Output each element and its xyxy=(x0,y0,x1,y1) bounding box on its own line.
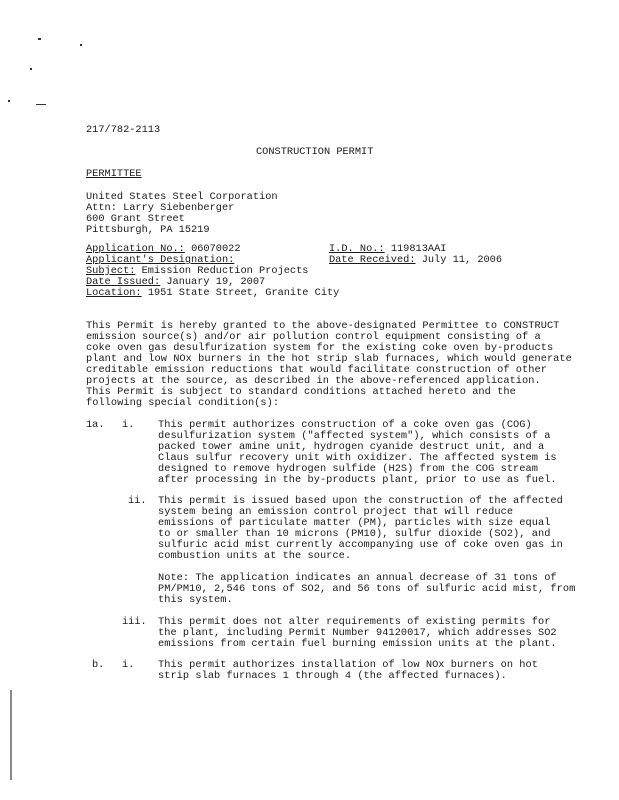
scan-mark xyxy=(80,44,82,46)
condition-i-label: i. xyxy=(122,419,135,431)
application-no-value: 06070022 xyxy=(191,243,241,255)
permittee-heading: PERMITTEE xyxy=(86,168,142,180)
intro-line: coke oven gas desulfurization system for the existing coke oven by-products xyxy=(86,342,554,354)
date-received-label: Date Received: xyxy=(329,254,416,266)
condition-i-line: designed to remove hydrogen sulfide (H2S) from the COG stream xyxy=(158,463,538,475)
condition-iii-line: the plant, including Permit Number 94120017, which addresses SO2 xyxy=(158,627,557,639)
address-line: Attn: Larry Siebenberger xyxy=(86,202,235,214)
condition-b-i-label: i. xyxy=(122,659,135,671)
date-received xyxy=(329,254,502,266)
intro-line: emission source(s) and/or air pollution control equipment consisting of a xyxy=(86,331,541,343)
condition-i-line: desulfurization system ("affected system"), which consists of a xyxy=(158,430,551,442)
id-no-value: 119813AAI xyxy=(390,243,447,255)
note-line: PM/PM10, 2,546 tons of SO2, and 56 tons of sulfuric acid mist, from xyxy=(158,583,576,595)
condition-ii-line: This permit is issued based upon the construction of the affected xyxy=(158,495,563,507)
intro-line: This Permit is subject to standard conditions attached hereto and the xyxy=(86,386,516,398)
condition-ii-line: system being an emission control project that will reduce xyxy=(158,506,514,518)
date-issued-label: Date Issued: xyxy=(86,276,161,288)
page-title: CONSTRUCTION PERMIT xyxy=(256,146,374,158)
condition-ii-label: ii. xyxy=(128,495,147,507)
condition-ii-line: emissions of particulate matter (PM), particles with size equal xyxy=(158,517,551,529)
applicants-designation-label: Applicant's Designation: xyxy=(86,254,235,266)
condition-b-i-line: strip slab furnaces 1 through 4 (the affected furnaces). xyxy=(158,670,507,682)
scan-mark xyxy=(36,104,46,105)
condition-i-line: This permit authorizes construction of a coke oven gas (COG) xyxy=(158,419,532,431)
address-line: Pittsburgh, PA 15219 xyxy=(86,224,210,236)
condition-ii-line: sulfuric acid mist currently accompanying use of coke oven gas in xyxy=(158,539,563,551)
address-line: 600 Grant Street xyxy=(86,213,185,225)
subject-label: Subject: xyxy=(86,265,136,277)
intro-line: following special condition(s): xyxy=(86,397,280,409)
subject-value: Emission Reduction Projects xyxy=(141,265,309,277)
date-issued-value: January 19, 2007 xyxy=(166,276,266,288)
location-value: 1951 State Street, Granite City xyxy=(147,287,340,299)
condition-b-i-line: This permit authorizes installation of low NOx burners on hot xyxy=(158,659,538,671)
condition-iii-line: emissions from certain fuel burning emission units at the plant. xyxy=(158,638,557,650)
location-label: Location: xyxy=(86,287,142,299)
condition-i-line: packed tower amine unit, hydrogen cyanide destruct unit, and a xyxy=(158,441,545,453)
note-line: this system. xyxy=(158,594,233,606)
condition-i-line: Claus sulfur recovery unit with oxidizer. The affected system is xyxy=(158,452,557,464)
application-no-label: Application No.: xyxy=(86,243,185,255)
condition-ii-line: to or smaller than 10 microns (PM10), sulfur dioxide (SO2), and xyxy=(158,528,551,540)
intro-line: creditable emission reductions that would facilitate construction of other xyxy=(86,364,547,376)
date-received-value: July 11, 2006 xyxy=(421,254,503,266)
condition-iii-label: iii. xyxy=(122,616,147,628)
id-no-label: I.D. No.: xyxy=(329,243,385,255)
scan-mark xyxy=(38,38,41,40)
scan-mark xyxy=(8,100,10,102)
address-line: United States Steel Corporation xyxy=(86,191,278,203)
phone-number: 217/782-2113 xyxy=(86,124,161,136)
intro-line: projects at the source, as described in the above-referenced application. xyxy=(86,375,541,387)
location xyxy=(86,287,339,299)
condition-i-line: after processing in the by-products plant, prior to use as fuel. xyxy=(158,474,557,486)
condition-ii-line: combustion units at the source. xyxy=(158,550,352,562)
note-line: Note: The application indicates an annual decrease of 31 tons of xyxy=(158,572,557,584)
condition-b-label: b. xyxy=(92,659,105,671)
scan-mark xyxy=(10,690,12,780)
condition-1a-label: 1a. xyxy=(86,419,105,431)
intro-line: plant and low NOx burners in the hot strip slab furnaces, which would generate xyxy=(86,353,572,365)
condition-iii-line: This permit does not alter requirements of existing permits for xyxy=(158,616,551,628)
scan-mark xyxy=(30,68,32,70)
intro-line: This Permit is hereby granted to the above-designated Permittee to CONSTRUCT xyxy=(86,320,560,332)
